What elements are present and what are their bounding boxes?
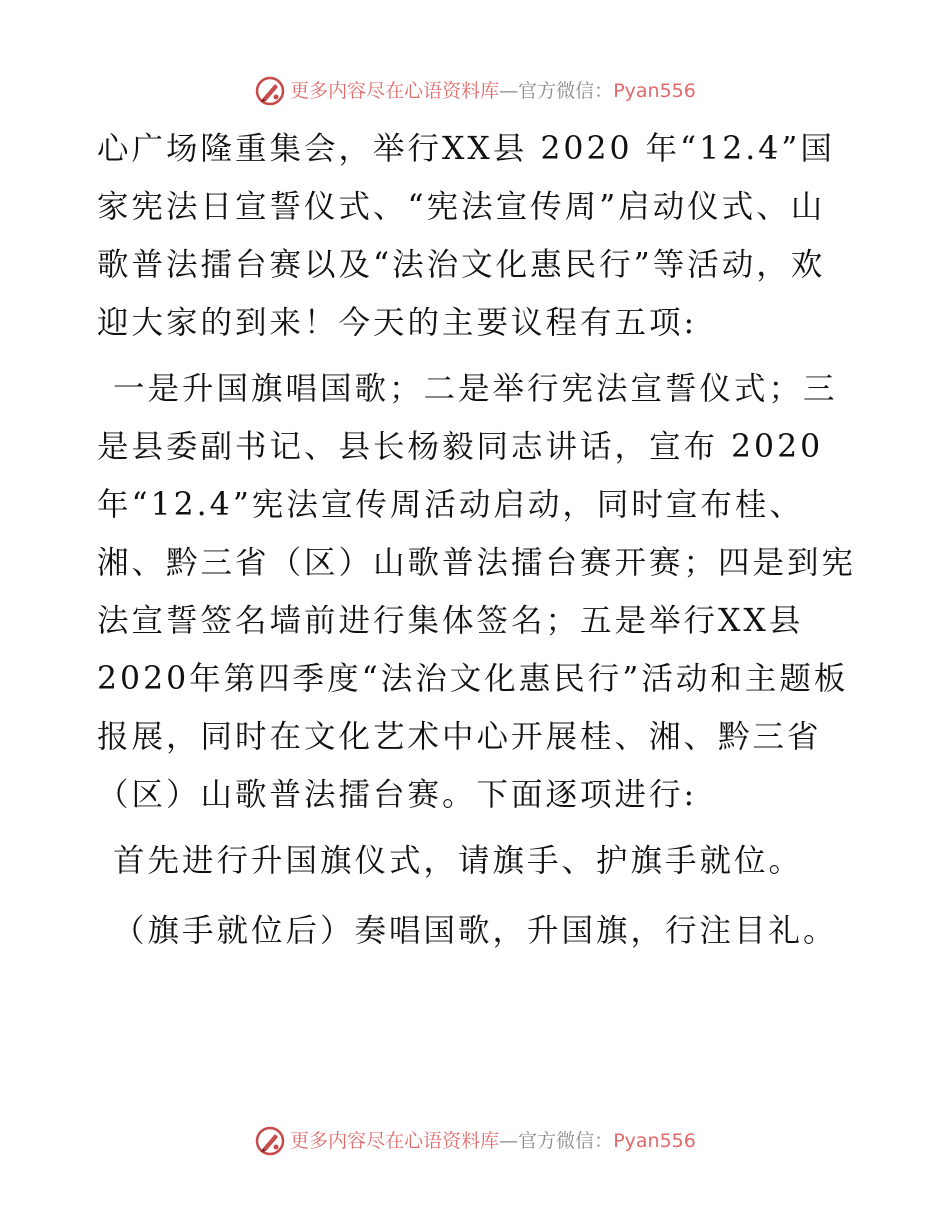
body-line: （区）山歌普法擂台赛。下面逐项进行: xyxy=(97,777,698,813)
body-line: 歌普法擂台赛以及“法治文化惠民行”等活动，欢 xyxy=(97,247,826,283)
footer-watermark xyxy=(0,1125,950,1157)
watermark-text: 更多内容尽在心语资料库 xyxy=(290,80,500,102)
body-line: 法宣誓签名墙前进行集体签名；五是举行XX县 xyxy=(97,603,804,639)
watermark-label: 官方微信： xyxy=(518,80,614,102)
body-line: 湘、黔三省（区）山歌普法擂台赛开赛；四是到宪 xyxy=(97,545,857,581)
body-line: 迎大家的到来！今天的主要议程有五项: xyxy=(97,305,698,341)
body-line: 年“12.4”宪法宣传周活动启动，同时宣布桂、 xyxy=(97,487,804,523)
watermark-separator: — xyxy=(499,1130,519,1152)
watermark-separator: — xyxy=(499,80,519,102)
body-line: 家宪法日宣誓仪式、“宪法宣传周”启动仪式、山 xyxy=(97,189,826,225)
document-body xyxy=(97,120,917,960)
watermark-wechat-id: Pyan556 xyxy=(613,80,696,102)
body-line: 2020年第四季度“法治文化惠民行”活动和主题板 xyxy=(97,661,849,697)
watermark-wechat-id: Pyan556 xyxy=(613,1130,696,1152)
body-line: 是县委副书记、县长杨毅同志讲话，宣布 2020 xyxy=(97,429,824,465)
watermark-label: 官方微信： xyxy=(518,1130,614,1152)
watermark-text: 更多内容尽在心语资料库 xyxy=(290,1130,500,1152)
body-line: 报展，同时在文化艺术中心开展桂、湘、黔三省 xyxy=(97,719,822,755)
body-line: 一是升国旗唱国歌；二是举行宪法宣誓仪式；三 xyxy=(113,371,838,407)
pen-logo-icon xyxy=(254,75,286,107)
body-line: （旗手就位后）奏唱国歌，升国旗，行注目礼。 xyxy=(113,913,838,949)
body-line: 心广场隆重集会，举行XX县 2020 年“12.4”国 xyxy=(97,131,835,167)
header-watermark xyxy=(0,75,950,107)
pen-logo-icon xyxy=(254,1125,286,1157)
body-line: 首先进行升国旗仪式，请旗手、护旗手就位。 xyxy=(113,843,804,879)
